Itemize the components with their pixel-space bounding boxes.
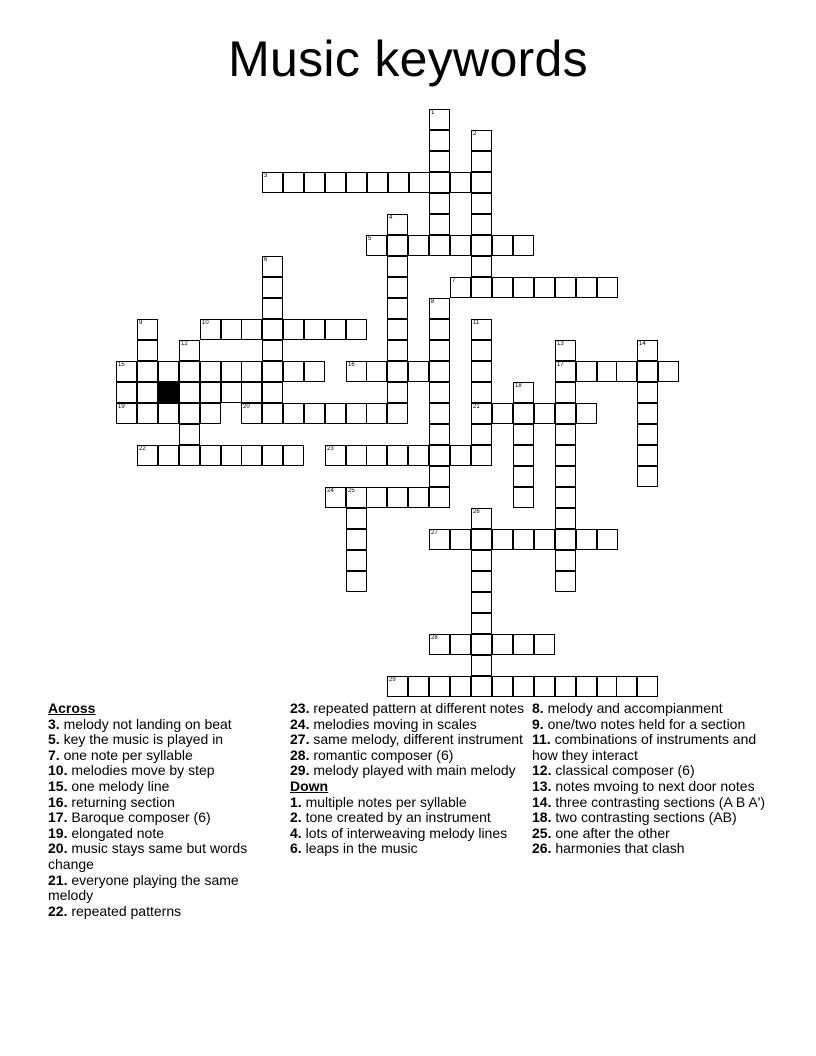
grid-cell[interactable] [555,487,576,508]
clue-item [290,701,526,717]
grid-cell[interactable] [304,403,325,424]
clue-number-label: 1. [290,793,302,810]
grid-cell[interactable] [346,508,367,529]
grid-cell[interactable] [158,361,179,382]
clue-number-label: 19. [48,824,68,841]
grid-cell[interactable] [387,256,408,277]
clue-text: three contrasting sections (A B A') [551,793,766,810]
grid-cell[interactable] [387,340,408,361]
grid-cell[interactable] [450,172,471,193]
clue-text: repeated pattern at different notes [309,700,525,716]
down-clue-list-continued [532,701,768,857]
grid-cell[interactable] [492,676,513,697]
clue-text: romantic composer (6) [309,746,454,763]
grid-cell[interactable] [450,676,471,697]
grid-cell[interactable] [200,382,221,403]
grid-cell[interactable] [325,403,346,424]
blocked-cell [158,382,179,403]
clue-number: 9 [139,320,143,326]
grid-cell[interactable] [555,466,576,487]
clue-text: harmonies that clash [551,840,685,857]
clue-number: 14 [639,341,646,347]
grid-cell[interactable] [576,277,597,298]
clue-number: 11 [473,320,480,326]
clue-number-label: 23. [290,700,310,716]
grid-cell[interactable] [429,319,450,340]
grid-cell[interactable] [387,487,408,508]
grid-cell[interactable] [366,487,387,508]
grid-cell[interactable] [429,172,450,193]
clue-item [48,717,284,733]
clue-item [532,763,768,779]
clue-item [48,810,284,826]
clue-number-label: 11. [532,731,551,748]
clue-number-label: 29. [290,762,310,779]
grid-cell[interactable] [513,403,534,424]
grid-cell[interactable] [262,403,283,424]
clues-column-3 [532,701,768,857]
clue-item [532,826,768,842]
grid-cell[interactable] [513,634,534,655]
grid-cell[interactable] [158,445,179,466]
grid-cell[interactable] [555,382,576,403]
grid-cell[interactable] [513,445,534,466]
clue-item [532,701,768,717]
grid-cell[interactable] [513,529,534,550]
grid-cell[interactable] [471,529,492,550]
grid-cell[interactable] [471,340,492,361]
clue-text: one note per syllable [59,746,193,763]
grid-cell[interactable] [471,193,492,214]
grid-cell[interactable] [471,424,492,445]
clue-item [290,717,526,733]
grid-cell[interactable] [429,193,450,214]
grid-cell[interactable] [637,466,658,487]
clue-number: 26 [473,509,480,515]
grid-cell[interactable] [555,445,576,466]
grid-cell[interactable] [179,403,200,424]
grid-cell[interactable] [346,571,367,592]
clues-column-1 [48,701,284,919]
clue-number-label: 28. [290,746,310,763]
grid-cell[interactable] [262,361,283,382]
grid-cell[interactable] [262,445,283,466]
grid-cell[interactable] [450,634,471,655]
grid-cell[interactable] [179,445,200,466]
grid-cell[interactable] [408,445,429,466]
grid-cell[interactable] [221,382,242,403]
grid-cell[interactable] [597,676,618,697]
grid-cell[interactable] [492,529,513,550]
grid-cell[interactable] [429,445,450,466]
grid-cell[interactable] [429,403,450,424]
clue-text: same melody, different instrument [309,731,523,748]
clue-item [48,904,284,920]
grid-cell[interactable] [637,445,658,466]
grid-cell[interactable] [221,445,242,466]
clue-item [290,826,526,842]
grid-cell[interactable] [429,361,450,382]
grid-cell[interactable] [597,361,618,382]
clue-number-label: 4. [290,824,302,841]
grid-cell[interactable] [471,277,492,298]
clue-number: 17 [557,362,564,368]
grid-cell[interactable] [658,361,679,382]
grid-cell[interactable] [387,298,408,319]
grid-cell[interactable] [513,466,534,487]
clue-item [48,841,284,872]
grid-cell[interactable] [366,361,387,382]
clue-number: 2 [473,131,477,137]
grid-cell[interactable] [471,214,492,235]
grid-cell[interactable] [325,319,346,340]
grid-cell[interactable] [513,235,534,256]
across-heading: Across [48,700,96,716]
clue-text: lots of interweaving melody lines [301,824,508,841]
clue-item [290,810,526,826]
grid-cell[interactable] [471,256,492,277]
clue-number-label: 6. [290,840,302,857]
clue-number: 29 [389,677,396,683]
grid-cell[interactable] [241,319,262,340]
clue-number-label: 26. [532,840,552,857]
grid-cell[interactable] [597,529,618,550]
clue-text: melody played with main melody [309,762,516,779]
grid-cell[interactable] [429,466,450,487]
grid-cell[interactable] [576,403,597,424]
clue-item [290,763,526,779]
grid-cell[interactable] [262,319,283,340]
grid-cell[interactable] [555,676,576,697]
clue-text: key the music is played in [59,731,224,748]
grid-cell[interactable] [241,361,262,382]
down-heading: Down [290,777,329,794]
clue-item [532,717,768,733]
clue-number-label: 2. [290,809,302,826]
clue-number-label: 25. [532,824,552,841]
grid-cell[interactable] [283,319,304,340]
grid-cell[interactable] [513,676,534,697]
grid-cell[interactable] [283,403,304,424]
clue-number-label: 13. [532,777,552,794]
grid-cell[interactable] [200,361,221,382]
clue-text: notes mvoing to next door notes [551,777,755,794]
clue-number-label: 10. [48,762,68,779]
grid-cell[interactable] [471,655,492,676]
grid-cell[interactable] [637,382,658,403]
grid-cell[interactable] [555,403,576,424]
clue-item [532,810,768,826]
grid-cell[interactable] [492,634,513,655]
grid-cell[interactable] [408,361,429,382]
grid-cell[interactable] [429,340,450,361]
grid-cell[interactable] [492,277,513,298]
clue-text: combinations of instruments and how they interact [532,731,757,763]
grid-cell[interactable] [429,214,450,235]
clue-number: 22 [139,446,146,452]
grid-cell[interactable] [492,235,513,256]
grid-cell[interactable] [450,445,471,466]
clue-number: 20 [243,404,250,410]
grid-cell[interactable] [137,361,158,382]
grid-cell[interactable] [304,361,325,382]
grid-cell[interactable] [346,445,367,466]
grid-cell[interactable] [387,382,408,403]
clue-number-label: 9. [532,715,544,732]
grid-cell[interactable] [179,424,200,445]
grid-cell[interactable] [366,445,387,466]
grid-cell[interactable] [429,676,450,697]
clue-number-label: 12. [532,762,552,779]
clue-text: one melody line [67,777,170,794]
grid-cell[interactable] [471,550,492,571]
grid-cell[interactable] [555,550,576,571]
grid-cell[interactable] [555,571,576,592]
clue-number-label: 24. [290,715,310,732]
grid-cell[interactable] [637,424,658,445]
clue-number: 19 [118,404,125,410]
grid-cell[interactable] [555,277,576,298]
clue-number: 23 [327,446,334,452]
clues-column-2 [290,701,526,857]
grid-cell[interactable] [492,403,513,424]
clue-number-label: 27. [290,731,310,748]
grid-cell[interactable] [283,361,304,382]
grid-cell[interactable] [283,445,304,466]
grid-cell[interactable] [283,172,304,193]
clue-number: 21 [473,404,480,410]
grid-cell[interactable] [179,361,200,382]
grid-cell[interactable] [346,403,367,424]
grid-cell[interactable] [471,445,492,466]
clue-number-label: 17. [48,809,68,826]
grid-cell[interactable] [200,403,221,424]
page-title: Music keywords [228,31,588,87]
clue-number-label: 8. [532,700,544,716]
clue-text: melody not landing on beat [59,715,232,732]
grid-cell[interactable] [304,319,325,340]
grid-cell[interactable] [304,172,325,193]
grid-cell[interactable] [471,676,492,697]
grid-cell[interactable] [262,277,283,298]
grid-cell[interactable] [616,361,637,382]
clue-item [290,841,526,857]
grid-cell[interactable] [137,382,158,403]
clue-number: 18 [515,383,522,389]
clue-text: melodies move by step [67,762,215,779]
grid-cell[interactable] [429,424,450,445]
clue-number: 13 [557,341,564,347]
clue-text: returning section [67,793,175,810]
grid-cell[interactable] [471,634,492,655]
grid-cell[interactable] [471,592,492,613]
clue-number: 8 [431,299,435,305]
clue-number: 25 [348,488,355,494]
grid-cell[interactable] [409,172,430,193]
grid-cell[interactable] [408,235,429,256]
clue-text: repeated patterns [67,902,182,919]
clue-text: two contrasting sections (AB) [551,809,737,826]
grid-cell[interactable] [450,529,471,550]
clue-number: 7 [452,278,456,284]
clue-item [48,732,284,748]
clue-item [290,748,526,764]
grid-cell[interactable] [429,235,450,256]
grid-cell[interactable] [513,487,534,508]
grid-cell[interactable] [179,382,200,403]
clue-item [532,841,768,857]
grid-cell[interactable] [513,424,534,445]
grid-cell[interactable] [576,676,597,697]
clue-item [48,748,284,764]
clue-number: 16 [348,362,355,368]
clue-number: 12 [181,341,188,347]
grid-cell[interactable] [555,424,576,445]
clue-number: 1 [431,110,435,116]
grid-cell[interactable] [346,550,367,571]
grid-cell[interactable] [325,172,346,193]
grid-cell[interactable] [241,445,262,466]
clue-text: one/two notes held for a section [543,715,746,732]
grid-cell[interactable] [471,172,492,193]
grid-cell[interactable] [450,235,471,256]
clue-item [532,779,768,795]
clue-text: tone created by an instrument [301,809,491,826]
grid-cell[interactable] [200,445,221,466]
grid-cell[interactable] [637,403,658,424]
clue-number-label: 21. [48,871,68,888]
across-clue-list [48,717,284,920]
clue-number-label: 3. [48,715,60,732]
grid-cell[interactable] [471,151,492,172]
grid-cell[interactable] [576,361,597,382]
grid-cell[interactable] [408,676,429,697]
grid-cell[interactable] [221,361,242,382]
grid-cell[interactable] [429,151,450,172]
clue-number-label: 5. [48,731,60,748]
clue-text: Baroque composer (6) [67,809,211,826]
grid-cell[interactable] [429,487,450,508]
clue-item [290,732,526,748]
grid-cell[interactable] [534,277,555,298]
grid-cell[interactable] [346,172,367,193]
clue-item [48,826,284,842]
clue-item [532,795,768,811]
grid-cell[interactable] [116,382,137,403]
grid-cell[interactable] [241,382,262,403]
clue-text: leaps in the music [301,840,418,857]
grid-cell[interactable] [576,529,597,550]
clue-text: elongated note [67,824,164,841]
clue-item [48,779,284,795]
grid-cell[interactable] [637,361,658,382]
grid-cell[interactable] [387,319,408,340]
grid-cell[interactable] [471,613,492,634]
clue-text: melodies moving in scales [309,715,477,732]
clue-number-label: 22. [48,902,68,919]
clue-number: 6 [264,257,268,263]
clue-number: 5 [368,236,372,242]
grid-cell[interactable] [262,298,283,319]
grid-cell[interactable] [534,529,555,550]
clue-number-label: 18. [532,809,552,826]
clue-text: multiple notes per syllable [301,793,467,810]
clue-item [290,795,526,811]
grid-cell[interactable] [367,172,388,193]
clue-number: 3 [264,173,268,179]
across-clue-list-continued [290,701,526,779]
grid-cell[interactable] [534,634,555,655]
grid-cell[interactable] [262,382,283,403]
clue-item [48,795,284,811]
clue-text: everyone playing the same melody [48,871,239,904]
clue-number-label: 20. [48,840,68,857]
clue-item [48,763,284,779]
grid-cell[interactable] [555,508,576,529]
grid-cell[interactable] [366,403,387,424]
grid-cell[interactable] [346,529,367,550]
clue-number-label: 7. [48,746,60,763]
grid-cell[interactable] [555,529,576,550]
clue-number-label: 14. [532,793,552,810]
grid-cell[interactable] [408,487,429,508]
clue-number: 10 [202,320,209,326]
clue-text: classical composer (6) [551,762,695,779]
grid-cell[interactable] [429,130,450,151]
grid-cell[interactable] [387,235,408,256]
grid-cell[interactable] [387,445,408,466]
grid-cell[interactable] [387,403,408,424]
grid-cell[interactable] [262,340,283,361]
grid-cell[interactable] [429,382,450,403]
clue-number: 4 [389,215,393,221]
grid-cell[interactable] [616,676,637,697]
clue-number: 24 [327,488,334,494]
clue-number-label: 15. [48,777,68,794]
clue-text: music stays same but words change [48,840,248,872]
clue-number: 27 [431,530,438,536]
grid-cell[interactable] [637,676,658,697]
down-clue-list [290,795,526,857]
clue-number: 28 [431,635,438,641]
grid-cell[interactable] [534,403,555,424]
grid-cell[interactable] [597,277,618,298]
grid-cell[interactable] [137,340,158,361]
grid-cell[interactable] [471,382,492,403]
grid-cell[interactable] [158,403,179,424]
grid-cell[interactable] [346,319,367,340]
grid-cell[interactable] [221,319,242,340]
grid-cell[interactable] [137,403,158,424]
grid-cell[interactable] [534,676,555,697]
clue-text: one after the other [551,824,670,841]
clue-item [532,732,768,763]
grid-cell[interactable] [471,361,492,382]
grid-cell[interactable] [387,361,408,382]
grid-cell[interactable] [513,277,534,298]
grid-cell[interactable] [387,277,408,298]
grid-cell[interactable] [471,235,492,256]
clue-item [48,873,284,904]
clue-number: 15 [118,362,125,368]
clue-text: melody and accompianment [543,700,723,716]
grid-cell[interactable] [388,172,409,193]
clue-number-label: 16. [48,793,68,810]
grid-cell[interactable] [471,571,492,592]
